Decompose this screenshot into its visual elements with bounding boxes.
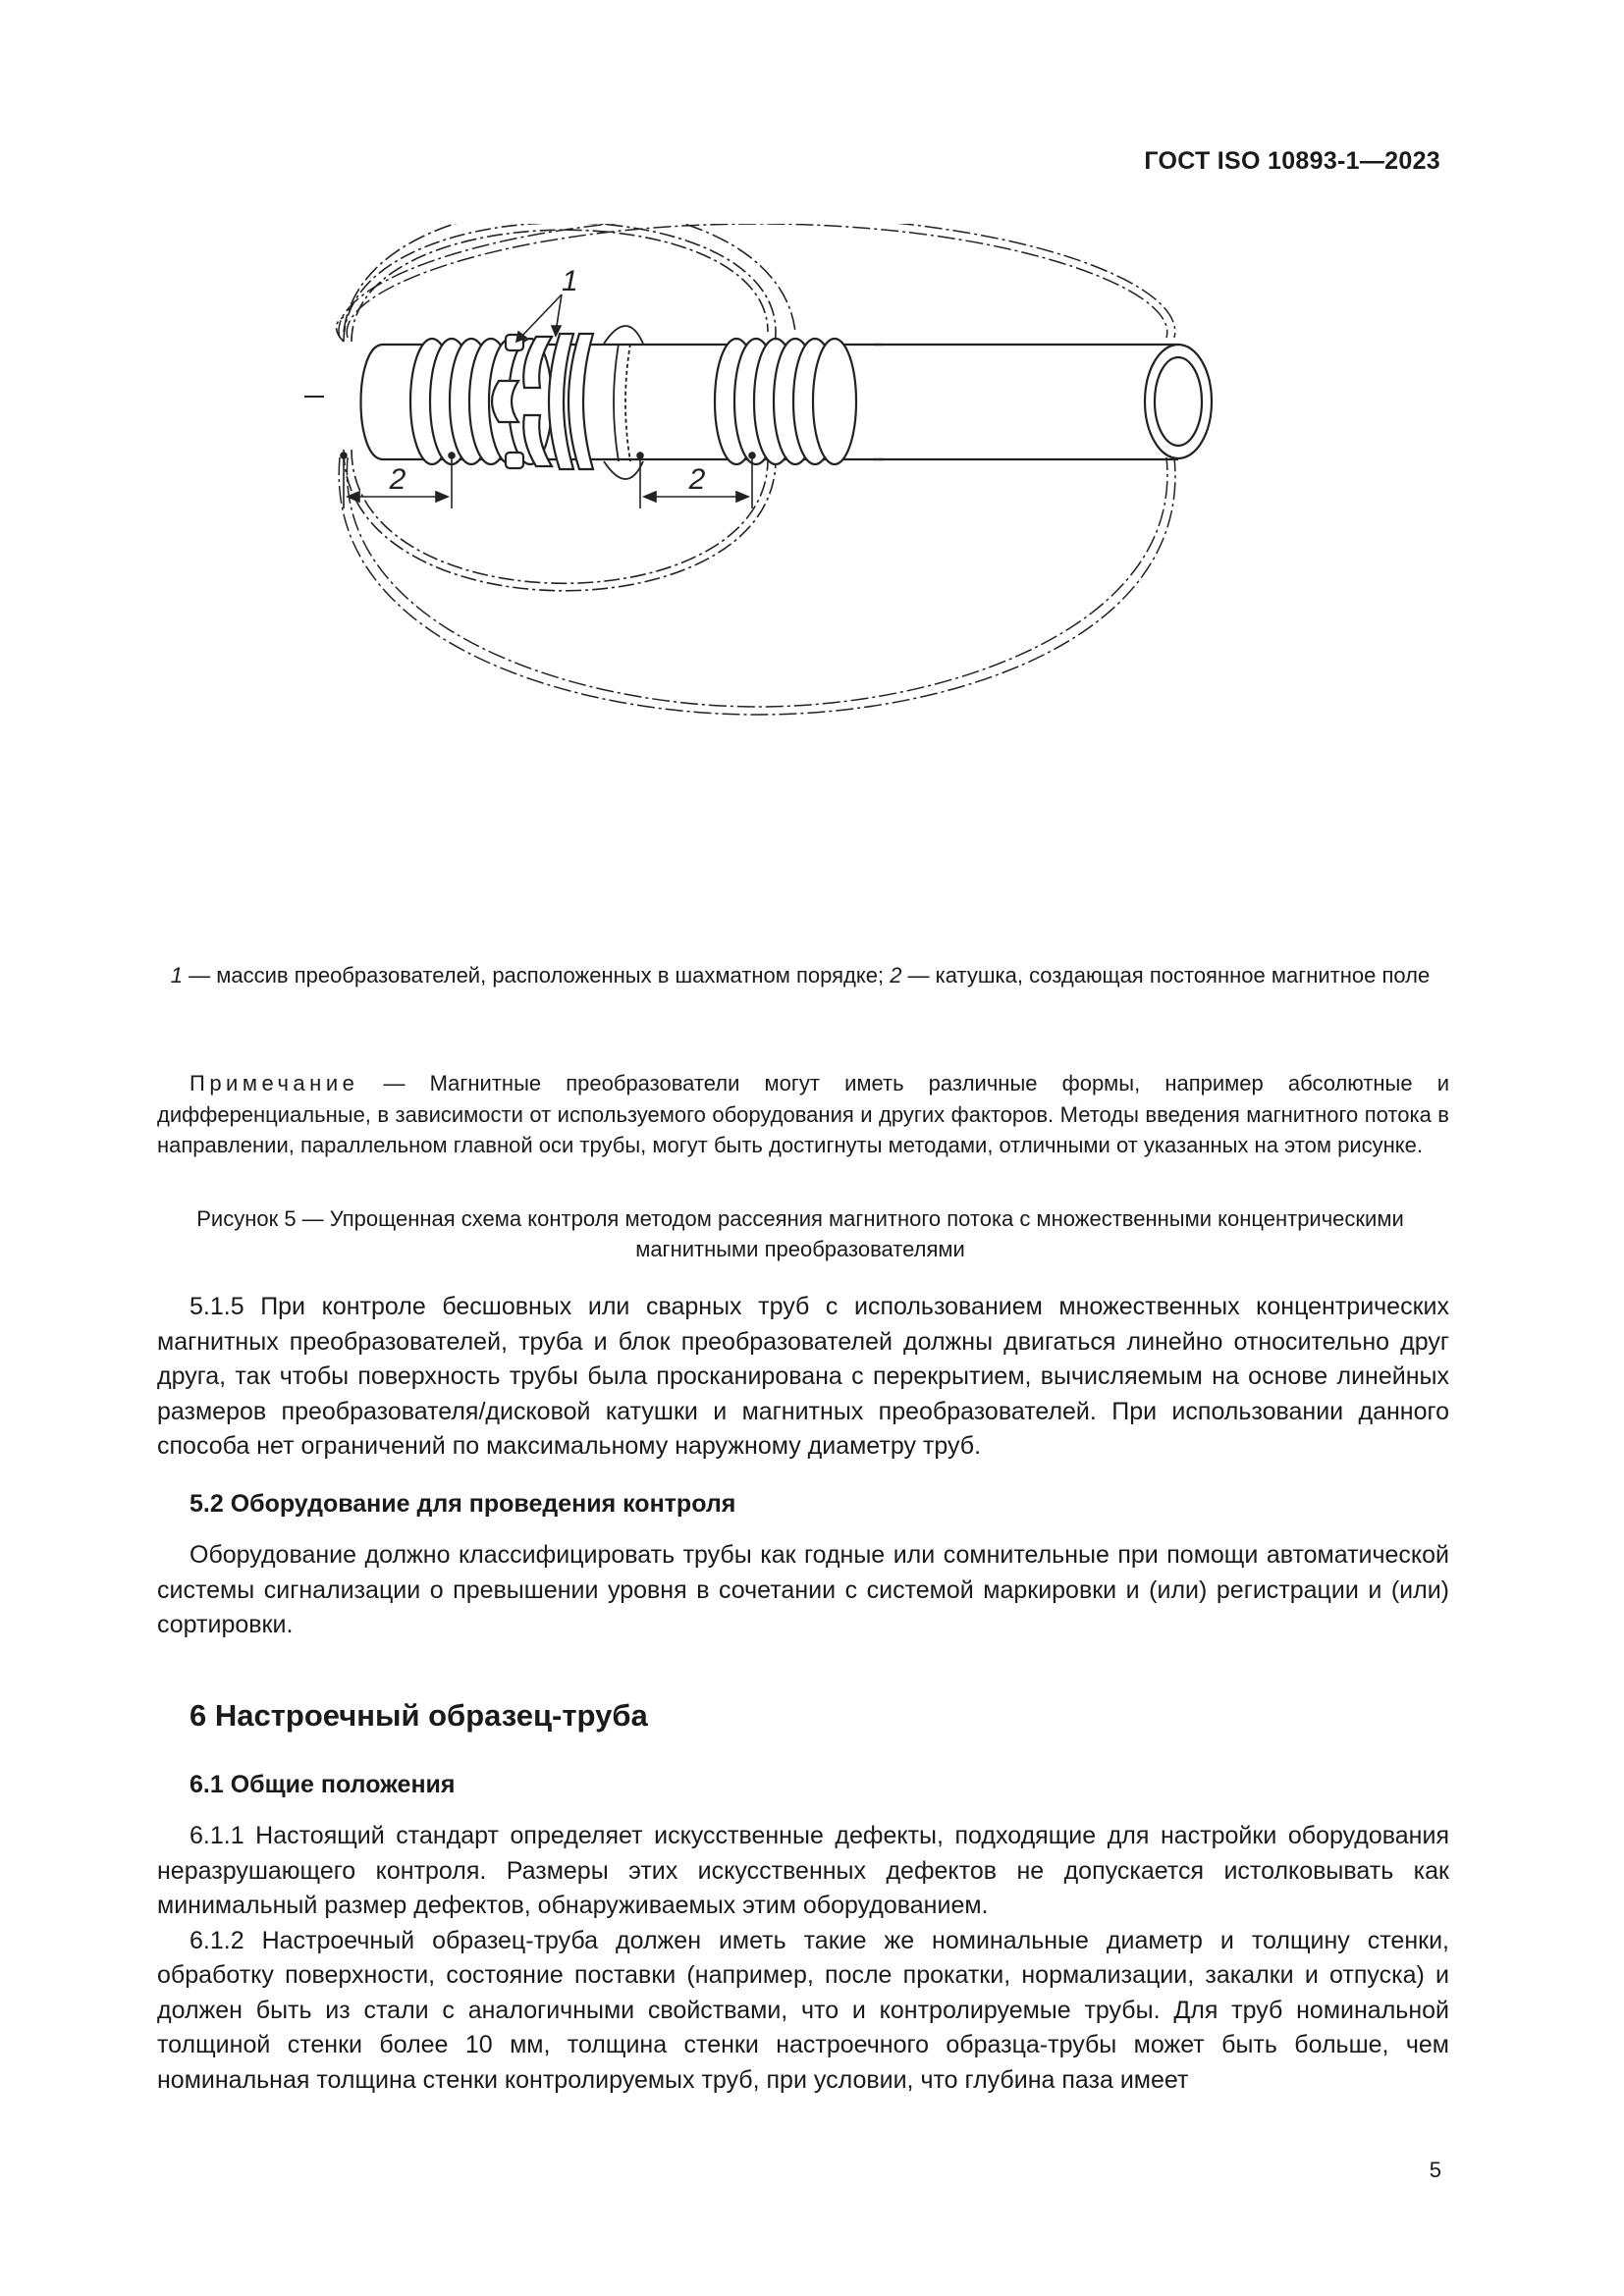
- paragraph-5-1-5: [157, 1290, 1449, 1465]
- bottom-loop-a: [339, 457, 1175, 715]
- bottom-loop-b: [347, 457, 1167, 707]
- paragraph-6-1-2-text: 6.1.2 Настроечный образец-труба должен иметь такие же номинальные диаметр и толщину стенки, обработку поверхности, состояние поставки (например, после прокатки, нормализации, закалки и отпуска) и должен быть из стали с аналогичными свойствами, что и контролируемые трубы. Для труб номинальной толщиной стенки более 10 мм, толщина стенки настроечного образца-трубы может быть больше, чем номинальная толщина стенки контролируемых труб, при условии, что глубина паза имеет: [157, 1926, 1449, 2094]
- field-loop-lower-outer: [344, 450, 776, 591]
- dimension-2-right-label: 2: [688, 463, 706, 496]
- legend-num-1: 1: [170, 963, 184, 988]
- pipe-left-end: [361, 345, 384, 459]
- figure-caption: Рисунок 5 — Упрощенная схема контроля методом рассеяния магнитного потока с множественными концентрическими магнитными преобразователями: [196, 1206, 1404, 1261]
- paragraph-5-2: [157, 1538, 1449, 1643]
- paragraph-5-2-text: Оборудование должно классифицировать трубы как годные или сомнительные при помощи автоматической системы сигнализации о превышении уровня в сочетании с системой маркировки и (или) регистрации и (или) сортировки.: [157, 1541, 1449, 1638]
- pipe-magnetic-flux-diagram: [304, 224, 1218, 940]
- dimension-2-left-label: 2: [389, 463, 406, 496]
- figure-5-diagram: [304, 224, 1218, 940]
- callout-1-label: 1: [562, 265, 578, 297]
- document-standard-header: ГОСТ ISO 10893-1—2023: [1144, 147, 1440, 175]
- heading-6: 6 Настроечный образец-труба: [189, 1698, 648, 1733]
- field-loop-upper-inner: [352, 230, 768, 342]
- paragraph-6-1: [157, 1819, 1449, 2098]
- figure-note: [157, 1068, 1449, 1161]
- legend-num-2: 2: [890, 963, 902, 988]
- callout-1-leaders: [516, 294, 562, 342]
- note-label: Примечание: [189, 1071, 359, 1095]
- note-text: — Магнитные преобразователи могут иметь различные формы, например абсолютные и дифференциальные, в зависимости от используемого оборудования и других факторов. Методы введения магнитного потока в направлении, параллельном главной оси трубы, могут быть достигнуты методами, отличными от указанных на этом рисунке.: [157, 1071, 1449, 1157]
- paragraph-5-1-5-text: 5.1.5 При контроле бесшовных или сварных труб с использованием множественных концентрических магнитных преобразователей, труба и блок преобразователей должны двигаться линейно относительно друг друга, так чтобы поверхность трубы была просканирована с перекрытием, вычисляемым на основе линейных размеров преобразователя/дисковой катушки и магнитных преобразователей. При использовании данного способа нет ограничений по максимальному наружному диаметру труб.: [157, 1293, 1449, 1460]
- pipe-right-end-inner: [1155, 357, 1202, 446]
- paragraph-6-1-1-text: 6.1.1 Настоящий стандарт определяет искусственные дефекты, подходящие для настройки оборудования неразрушающего контроля. Размеры этих искусственных дефектов не допускается истолковывать как минимальный размер дефектов, обнаруживаемых этим оборудованием.: [157, 1822, 1449, 1919]
- heading-6-1: 6.1 Общие положения: [189, 1771, 456, 1798]
- page-number: 5: [1429, 2158, 1441, 2182]
- top-loop-a: [339, 224, 1175, 338]
- legend-text-1: — массив преобразователей, расположенных в шахматном порядке;: [183, 963, 891, 988]
- motion-arrow: [304, 390, 324, 403]
- heading-5-2: 5.2 Оборудование для проведения контроля: [189, 1490, 736, 1518]
- legend-text-2: — катушка, создающая постоянное магнитное поле: [901, 963, 1431, 988]
- figure-legend: [147, 960, 1453, 990]
- right-coil: [715, 339, 856, 464]
